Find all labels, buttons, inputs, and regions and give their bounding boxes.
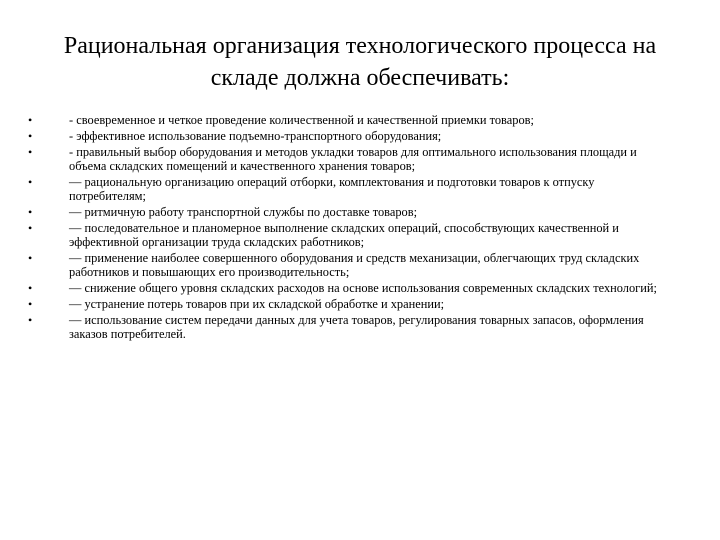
- list-item-text: — снижение общего уровня складских расходов на основе использования современных складских технологий;: [69, 281, 657, 295]
- list-item-text: - эффективное использование подъемно-транспортного оборудования;: [69, 129, 442, 143]
- slide-title-line-1: Рациональная организация технологического процесса на: [63, 33, 657, 59]
- list-item-text: - своевременное и четкое проведение количественной и качественной приемки товаров;: [69, 113, 534, 127]
- list-item: [28, 297, 668, 311]
- bullet-icon: •: [28, 281, 33, 295]
- list-item-text: - правильный выбор оборудования и методов укладки товаров для оптимального использования площади и объема складских помещений и качественного хранения товаров;: [69, 145, 637, 173]
- list-item-text: — последовательное и планомерное выполнение складских операций, способствующих качественной и эффективной организации труда складских работников;: [69, 221, 619, 249]
- list-item: [28, 313, 668, 341]
- list-item-text: — использование систем передачи данных для учета товаров, регулирования товарных запасов, оформления заказов потребителей.: [69, 313, 644, 341]
- bullet-icon: •: [28, 129, 33, 143]
- list-item: [28, 145, 668, 173]
- bullet-icon: •: [28, 221, 33, 235]
- list-item: [28, 113, 668, 127]
- bullet-icon: •: [28, 205, 33, 219]
- list-item: [28, 281, 668, 295]
- bullet-list: [28, 113, 668, 343]
- list-item: [28, 129, 668, 143]
- list-item: [28, 251, 668, 279]
- slide-title-line-2: складе должна обеспечивать:: [210, 65, 510, 91]
- bullet-icon: •: [28, 145, 33, 159]
- bullet-icon: •: [28, 313, 33, 327]
- list-item: [28, 221, 668, 249]
- bullet-icon: •: [28, 113, 33, 127]
- list-item-text: — применение наиболее совершенного оборудования и средств механизации, облегчающих труд складских работников и повышающих его производительность;: [69, 251, 640, 279]
- bullet-icon: •: [28, 297, 33, 311]
- list-item-text: — ритмичную работу транспортной службы по доставке товаров;: [69, 205, 418, 219]
- list-item: [28, 175, 668, 203]
- list-item-text: — рациональную организацию операций отборки, комплектования и подготовки товаров к отпуску потребителям;: [69, 175, 595, 203]
- bullet-icon: •: [28, 251, 33, 265]
- bullet-icon: •: [28, 175, 33, 189]
- list-item-text: — устранение потерь товаров при их складской обработке и хранении;: [69, 297, 445, 311]
- list-item: [28, 205, 668, 219]
- slide-title: [40, 30, 680, 94]
